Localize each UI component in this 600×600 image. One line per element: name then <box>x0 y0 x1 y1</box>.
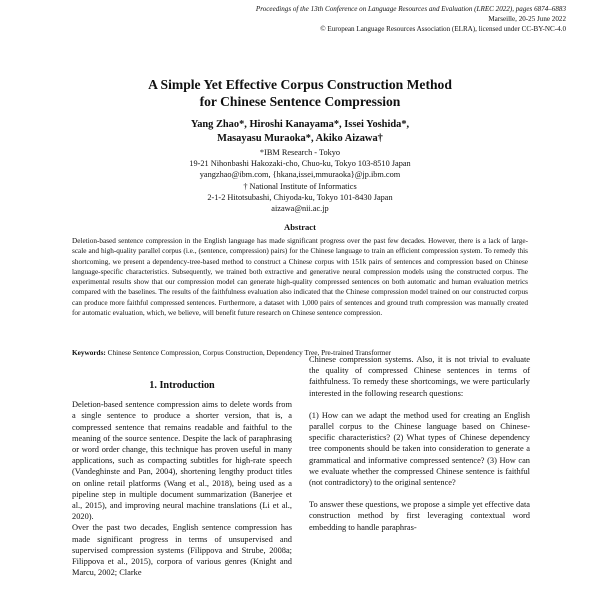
right-paragraph-3: To answer these questions, we propose a simple yet effective data construction method by first leveraging contextual word embedding to handle paraphras- <box>309 500 530 532</box>
conference-location: Marseille, 20-25 June 2022 <box>488 15 566 24</box>
title-line-1: A Simple Yet Effective Corpus Construction Method <box>148 77 452 92</box>
abstract-text: Deletion-based sentence compression in the English language has made significant progress over the past few decades. However, there is a lack of large-scale and high-quality parallel corpus (i.e., (sentence, compression) pairs) for the Chinese language to train an efficient compression system. To remedy this shortcoming, we present a dependency-tree-based method to construct a Chinese corpus with 151k pairs of sentences and compression based on Chinese language-specific characteristics. Subsequently, we trained both extractive and generative neural compression models using the constructed corpus. The experimental results show that our compression model can generate high-quality compressed sentences on both automatic and human evaluation metrics compared with the baselines. The results of the faithfulness evaluation also indicated that the Chinese compression model trained on our constructed corpus can produce more faithful compressed sentences. Furthermore, a dataset with 1,000 pairs of sentences and ground truth compression was manually created for automatic evaluation, which, we believe, will benefit future research on Chinese sentence compression. <box>72 237 528 318</box>
right-column <box>309 354 530 533</box>
affiliation-nii-email: aizawa@nii.ac.jp <box>271 204 329 214</box>
affiliation-nii-address: 2-1-2 Hitotsubashi, Chiyoda-ku, Tokyo 101-8430 Japan <box>207 192 393 202</box>
affiliation-ibm-address: 19-21 Nihonbashi Hakozaki-cho, Chuo-ku, Tokyo 103-8510 Japan <box>189 159 411 169</box>
proceedings-header <box>206 4 566 35</box>
left-column <box>72 380 292 578</box>
affiliations <box>0 147 600 214</box>
section-heading-introduction: 1. Introduction <box>149 380 215 391</box>
intro-paragraph-1: Deletion-based sentence compression aims to delete words from a single sentence to produce a shorter version, that is, a compressed sentence that remains readable and faithful to the meaning of the source sentence. Despite the lack of paraphrasing or word order change, this technique has proven useful in many applications, such as compacting subtitles for high-rate speech (Vandeghinste and Pan, 2004), shortening lengthy product titles on online retail platforms (Wang et al., 2018), being used as a pipeline step in multiple document summarization (Banerjee et al., 2015), and improving neural machine translations (Li et al., 2020). <box>72 400 292 522</box>
abstract-heading: Abstract <box>284 222 316 232</box>
research-questions: (1) How can we adapt the method used for creating an English parallel corpus to the Chinese language based on Chinese-specific characteristics? (2) What types of Chinese dependency tree components should be taken into consideration to generate a grammatical and informative compressed sentence? (3) How can we evaluate whether the compressed Chinese sentence is faithful (not contradictory) to the original sentence? <box>309 410 530 488</box>
title-line-2: for Chinese Sentence Compression <box>199 93 401 109</box>
author-list <box>0 118 600 146</box>
authors-line-2: Masayasu Muraoka*, Akiko Aizawa† <box>217 132 383 144</box>
right-paragraph-1: Chinese compression systems. Also, it is not trivial to evaluate the quality of compressed Chinese sentences in terms of faithfulness. To remedy these shortcomings, we were particularly interested in the following research questions: <box>309 355 530 398</box>
copyright-notice: © European Language Resources Association (ELRA), licensed under CC-BY-NC-4.0 <box>320 25 566 34</box>
affiliation-ibm-emails: yangzhao@ibm.com, {hkana,issei,mmuraoka}@jp.ibm.com <box>199 170 401 180</box>
affiliation-nii: † National Institute of Informatics <box>243 181 357 191</box>
intro-paragraph-2: Over the past two decades, English sentence compression has made significant progress in terms of unsupervised and supervised compression systems (Filippova and Strube, 2008a; Filippova et al., 2015), corpora of various genres (Knight and Marcu, 2002; Clarke <box>72 523 292 578</box>
authors-line-1: Yang Zhao*, Hiroshi Kanayama*, Issei Yoshida*, <box>190 119 410 130</box>
paper-title <box>0 77 600 110</box>
keywords-text: Chinese Sentence Compression, Corpus Construction, Dependency Tree, Pre-trained Transformer <box>107 349 391 357</box>
keywords-label: Keywords: <box>72 349 106 357</box>
proceedings-citation: Proceedings of the 13th Conference on Language Resources and Evaluation (LREC 2022), pages 6874–6883 <box>255 5 566 13</box>
affiliation-ibm: *IBM Research - Tokyo <box>259 148 341 157</box>
